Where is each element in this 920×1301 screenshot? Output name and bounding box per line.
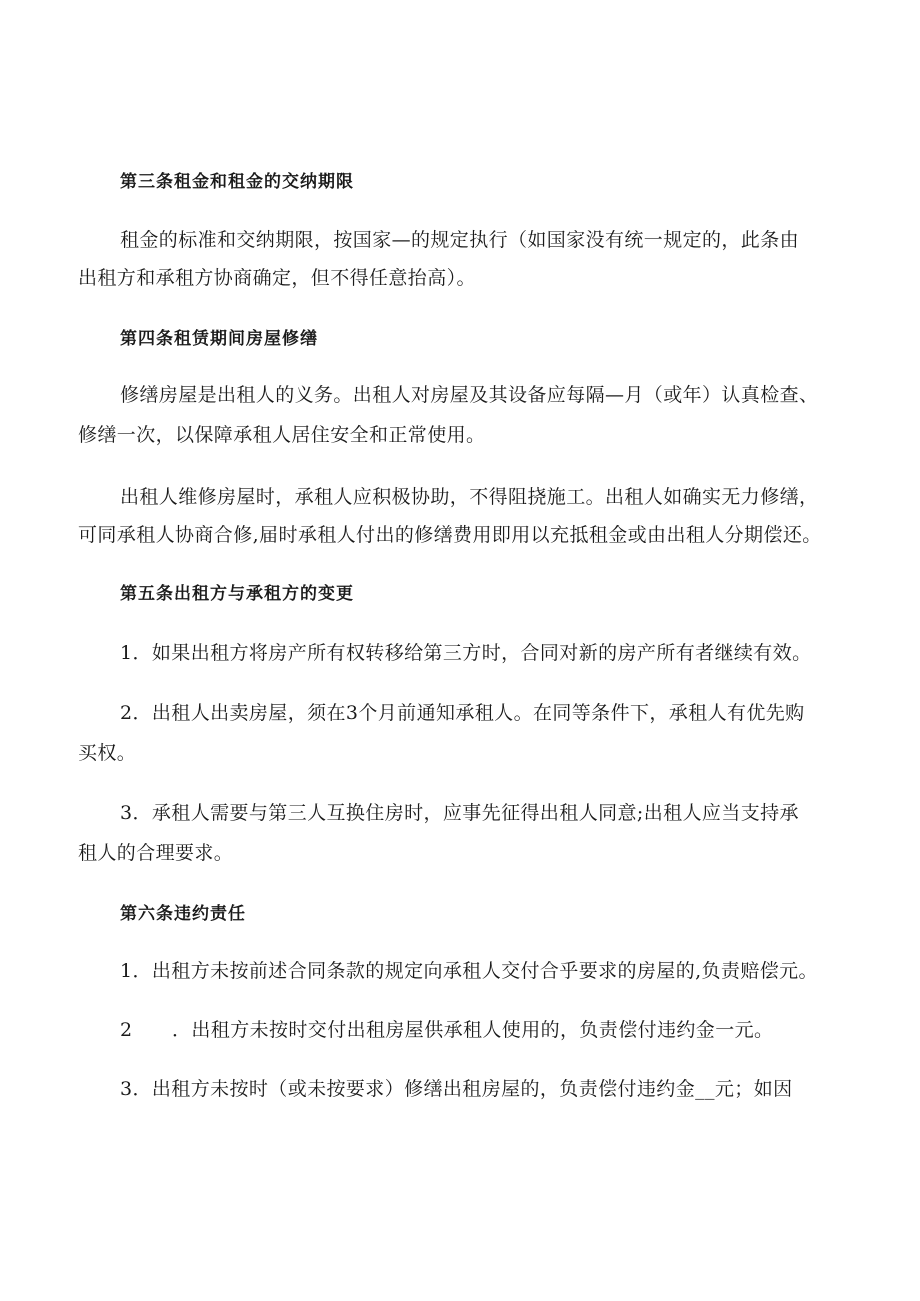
article-5-item-3-line-1: 3．承租人需要与第三人互换住房时，应事先征得出租人同意;出租人应当支持承 (120, 802, 799, 824)
article-6-item-3: 3．出租方未按时（或未按要求）修缮出租房屋的，负责偿付违约金__元；如因 (120, 1078, 793, 1100)
article-6-item-2 (120, 1018, 773, 1042)
article-4-paragraph-1-line-1: 修缮房屋是出租人的义务。出租人对房屋及其设备应每隔—月（或年）认真检查、 (120, 384, 819, 406)
article-4-paragraph-2-line-2: 可同承租人协商合修,届时承租人付出的修缮费用即用以充抵租金或由出租人分期偿还。 (78, 524, 822, 546)
article-5-item-3-line-2: 租人的合理要求。 (78, 842, 234, 864)
article-5-item-1: 1．如果出租方将房产所有权转移给第三方时，合同对新的房产所有者继续有效。 (120, 642, 812, 664)
article-4-paragraph-1-line-2: 修缮一次，以保障承租人居住安全和正常使用。 (78, 424, 486, 446)
article-5-heading: 第五条出租方与承租方的变更 (120, 584, 354, 604)
article-3-paragraph-line-2: 出租方和承租方协商确定，但不得任意抬高）。 (78, 267, 476, 289)
article-5-item-2-line-2: 买权。 (78, 742, 137, 764)
article-3-heading: 第三条租金和租金的交纳期限 (120, 172, 354, 192)
article-4-paragraph-2-line-1: 出租人维修房屋时，承租人应积极协助，不得阻挠施工。出租人如确实无力修缮， (120, 486, 819, 508)
article-6-item-1: 1．出租方未按前述合同条款的规定向承租人交付合乎要求的房屋的,负责赔偿元。 (120, 960, 818, 982)
article-6-heading: 第六条违约责任 (120, 904, 246, 924)
article-5-item-2-line-1: 2．出租人出卖房屋，须在3个月前通知承租人。在同等条件下，承租人有优先购 (120, 702, 805, 724)
article-4-heading: 第四条租赁期间房屋修缮 (120, 329, 318, 349)
article-6-item-2-text: ．出租方未按时交付出租房屋供承租人使用的，负责偿付违约金一元。 (172, 1019, 774, 1041)
article-3-paragraph-line-1: 租金的标准和交纳期限，按国家—的规定执行（如国家没有统一规定的，此条由 (120, 229, 800, 251)
article-6-item-2-number: 2 (120, 1019, 133, 1041)
